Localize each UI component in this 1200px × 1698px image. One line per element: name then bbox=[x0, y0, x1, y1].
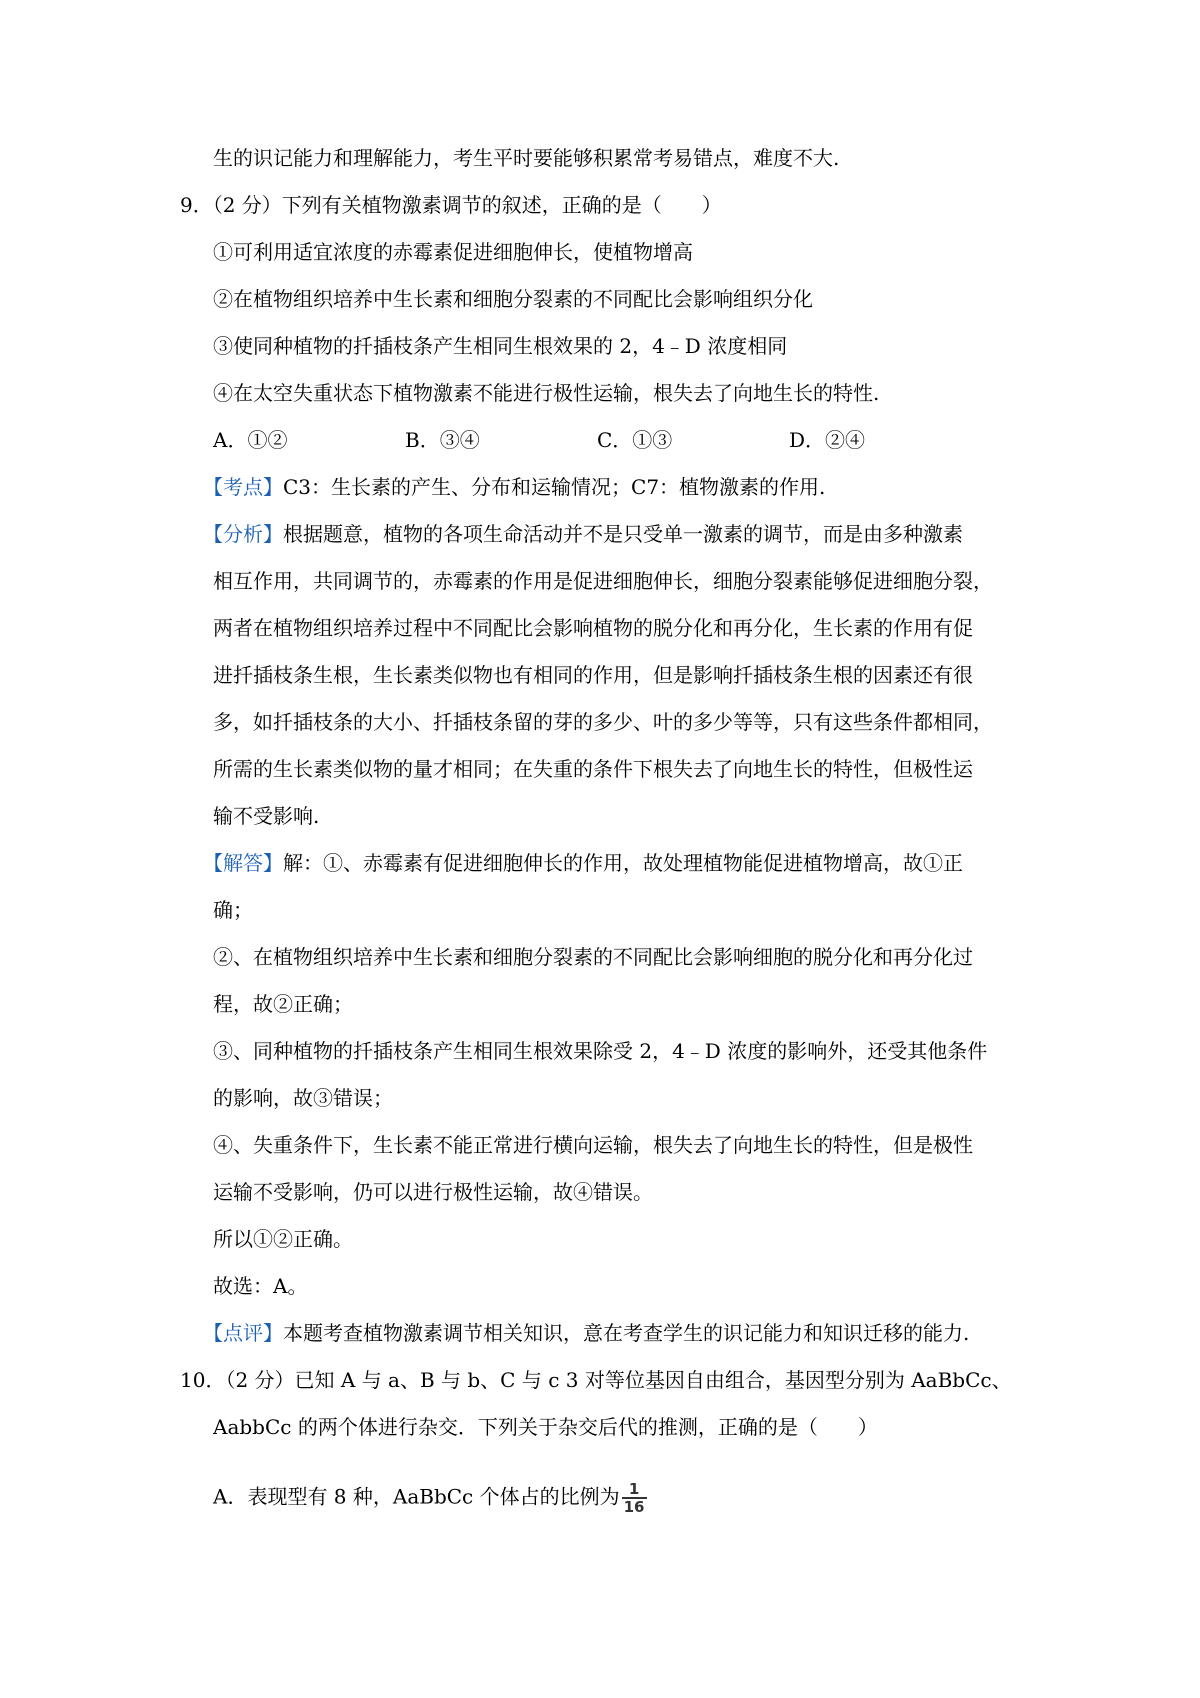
q9-item-1: ①可利用适宜浓度的赤霉素促进细胞伸长，使植物增高 bbox=[213, 240, 693, 264]
q9-fenxi-line-7: 输不受影响. bbox=[213, 804, 320, 828]
q9-fenxi-line-1 bbox=[203, 520, 963, 548]
q10-stem-line-2: AabbCc 的两个体进行杂交．下列关于杂交后代的推测，正确的是（ ） bbox=[213, 1415, 878, 1439]
fenxi-tag: 【分析】 bbox=[203, 522, 283, 546]
q9-jieda-line-9: 所以①②正确。 bbox=[213, 1227, 353, 1251]
q9-option-a: A．①② bbox=[213, 428, 288, 452]
dianping-text: 本题考查植物激素调节相关知识，意在考查学生的识记能力和知识迁移的能力. bbox=[283, 1321, 970, 1345]
q9-dianping bbox=[203, 1319, 969, 1347]
q9-kaodian bbox=[203, 473, 825, 501]
q9-item-4: ④在太空失重状态下植物激素不能进行极性运输，根失去了向地生长的特性. bbox=[213, 381, 880, 405]
dianping-tag: 【点评】 bbox=[203, 1321, 283, 1345]
q9-item-2: ②在植物组织培养中生长素和细胞分裂素的不同配比会影响组织分化 bbox=[213, 287, 813, 311]
q9-jieda-line-2: 确； bbox=[213, 898, 253, 922]
q9-jieda-line-7: ④、失重条件下，生长素不能正常进行横向运输，根失去了向地生长的特性，但是极性 bbox=[213, 1133, 973, 1157]
q10-option-a bbox=[213, 1482, 647, 1514]
q10-stem-line-1: 10．（2 分）已知 A 与 a、B 与 b、C 与 c 3 对等位基因自由组合，基因型分别为 AaBbCc、 bbox=[180, 1368, 1012, 1392]
q9-fenxi-line-4: 进扦插枝条生根，生长素类似物也有相同的作用，但是影响扦插枝条生根的因素还有很 bbox=[213, 663, 973, 687]
jieda-text: 解：①、赤霉素有促进细胞伸长的作用，故处理植物能促进植物增高，故①正 bbox=[283, 851, 963, 875]
q9-stem: 9．（2 分）下列有关植物激素调节的叙述，正确的是（ ） bbox=[180, 193, 722, 217]
q9-jieda-line-3: ②、在植物组织培养中生长素和细胞分裂素的不同配比会影响细胞的脱分化和再分化过 bbox=[213, 945, 973, 969]
prev-analysis-tail: 生的识记能力和理解能力，考生平时要能够积累常考易错点，难度不大. bbox=[213, 146, 840, 170]
q9-option-c: C．①③ bbox=[597, 428, 673, 452]
fenxi-text: 根据题意，植物的各项生命活动并不是只受单一激素的调节，而是由多种激素 bbox=[283, 522, 963, 546]
q9-jieda-line-8: 运输不受影响，仍可以进行极性运输，故④错误。 bbox=[213, 1180, 653, 1204]
kaodian-text: C3：生长素的产生、分布和运输情况；C7：植物激素的作用. bbox=[283, 475, 826, 499]
q9-option-b: B．③④ bbox=[405, 428, 480, 452]
fraction-image bbox=[622, 1482, 647, 1514]
q9-fenxi-line-3: 两者在植物组织培养过程中不同配比会影响植物的脱分化和再分化，生长素的作用有促 bbox=[213, 616, 973, 640]
q9-jieda-line-4: 程，故②正确； bbox=[213, 992, 353, 1016]
q9-item-3: ③使同种植物的扦插枝条产生相同生根效果的 2，4﹣D 浓度相同 bbox=[213, 334, 788, 358]
q9-option-d: D．②④ bbox=[789, 428, 866, 452]
q9-jieda-line-1 bbox=[203, 849, 963, 877]
q9-jieda-line-6: 的影响，故③错误； bbox=[213, 1086, 393, 1110]
kaodian-tag: 【考点】 bbox=[203, 475, 283, 499]
q9-jieda-line-10: 故选：A。 bbox=[213, 1274, 308, 1298]
q10-option-a-text: A．表现型有 8 种，AaBbCc 个体占的比例为 bbox=[213, 1484, 620, 1509]
q9-fenxi-line-5: 多，如扦插枝条的大小、扦插枝条留的芽的多少、叶的多少等等，只有这些条件都相同， bbox=[213, 710, 993, 734]
jieda-tag: 【解答】 bbox=[203, 851, 283, 875]
q9-fenxi-line-6: 所需的生长素类似物的量才相同；在失重的条件下根失去了向地生长的特性，但极性运 bbox=[213, 757, 973, 781]
q9-fenxi-line-2: 相互作用，共同调节的，赤霉素的作用是促进细胞伸长，细胞分裂素能够促进细胞分裂， bbox=[213, 569, 993, 593]
fraction-denominator: 16 bbox=[623, 1498, 645, 1516]
q9-jieda-line-5: ③、同种植物的扦插枝条产生相同生根效果除受 2，4﹣D 浓度的影响外，还受其他条件 bbox=[213, 1039, 988, 1063]
fraction-numerator: 1 bbox=[628, 1480, 640, 1498]
